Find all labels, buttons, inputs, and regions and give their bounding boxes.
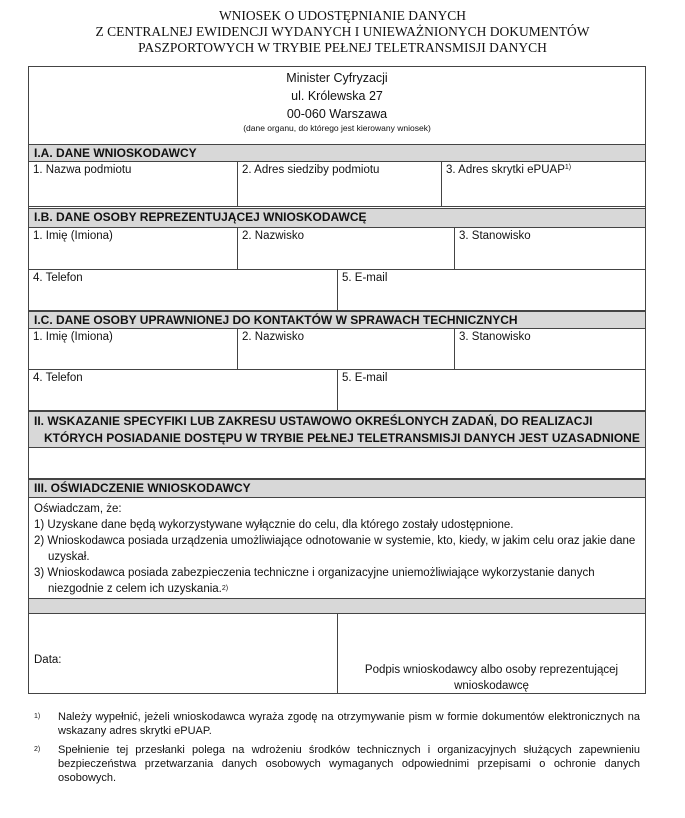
declaration-item-2: 2) Wnioskodawca posiada urządzenia umożliwiające odnotowanie w systemie, kto, kiedy, w jakim celu oraz jakie dane uzyskał. (34, 535, 636, 563)
field-ic-firstname-label: 1. Imię (Imiona) (33, 331, 113, 343)
field-ib-surname[interactable] (238, 228, 455, 270)
field-ii-tasks[interactable] (29, 448, 645, 479)
date-label: Data: (34, 654, 62, 666)
field-ic-position-label: 3. Stanowisko (459, 331, 531, 343)
authority-note: (dane organu, do którego jest kierowany wniosek) (243, 123, 431, 133)
field-ic-firstname[interactable] (29, 329, 238, 370)
field-ia-epuap-label: 3. Adres skrytki ePUAP (446, 164, 565, 176)
declaration-item-1: 1) Uzyskane dane będą wykorzystywane wyłącznie do celu, dla którego zostały udostępnione. (34, 519, 514, 531)
field-ib-phone[interactable] (29, 270, 338, 311)
field-ic-position[interactable] (455, 329, 645, 370)
footnote-1-text: Należy wypełnić, jeżeli wnioskodawca wyraża zgodę na otrzymywanie pism w formie dokumentów elektronicznych na wskazany adres skrytki ePUAP. (58, 711, 640, 737)
field-ib-firstname[interactable] (29, 228, 238, 270)
separator-bar (29, 598, 645, 614)
section-ii-heading-line1: II. WSKAZANIE SPECYFIKI LUB ZAKRESU USTAWOWO OKREŚLONYCH ZADAŃ, DO REALIZACJI (34, 414, 593, 428)
field-ic-surname[interactable] (238, 329, 455, 370)
footnote-ref-1: 1) (564, 164, 572, 171)
declaration-item-3 (34, 565, 648, 597)
field-ia-name-label: 1. Nazwa podmiotu (33, 164, 132, 176)
footnote-2 (34, 743, 640, 785)
signature-label: Podpis wnioskodawcy albo osoby reprezentującej wnioskodawcę (364, 664, 619, 692)
form-title-line3: PASZPORTOWYCH W TRYBIE PEŁNEJ TELETRANSMISJI DANYCH (138, 40, 547, 55)
declaration-item-3-text: 3) Wnioskodawca posiada zabezpieczenia techniczne i organizacyjne uniemożliwiające wykorzystanie danych niezgodnie z celem ich uzyskania. (34, 567, 595, 595)
footnote-ref-2: 2) (221, 585, 229, 592)
form-frame (28, 66, 646, 694)
section-ii-heading (29, 411, 645, 448)
form-title (0, 8, 685, 56)
field-ib-phone-label: 4. Telefon (33, 272, 83, 284)
footnote-2-text: Spełnienie tej przesłanki polega na wdrożeniu środków technicznych i organizacyjnych służących zapewnieniu bezpieczeństwa przetwarzania danych osobowych wymaganych odpowiednimi przepisami o ochronie danych osobowych. (58, 744, 640, 784)
section-ia-heading: I.A. DANE WNIOSKODAWCY (29, 144, 645, 162)
field-date[interactable] (29, 614, 338, 693)
section-ic-heading: I.C. DANE OSOBY UPRAWNIONEJ DO KONTAKTÓW W SPRAWACH TECHNICZNYCH (29, 311, 645, 329)
declaration-intro: Oświadczam, że: (34, 503, 122, 515)
field-ic-email-label: 5. E-mail (342, 372, 388, 384)
authority-city: 00-060 Warszawa (286, 107, 388, 121)
field-ib-firstname-label: 1. Imię (Imiona) (33, 230, 113, 242)
section-ib-heading: I.B. DANE OSOBY REPREZENTUJĄCEJ WNIOSKODAWCĘ (29, 208, 645, 228)
authority-street: ul. Królewska 27 (291, 89, 383, 103)
field-ia-name[interactable] (29, 162, 238, 207)
field-ib-email-label: 5. E-mail (342, 272, 388, 284)
field-ib-email[interactable] (338, 270, 645, 311)
form-title-line1: WNIOSEK O UDOSTĘPNIANIE DANYCH (218, 8, 467, 23)
section-iii-heading: III. OŚWIADCZENIE WNIOSKODAWCY (29, 479, 645, 498)
authority-box (29, 67, 645, 145)
form-title-line2: Z CENTRALNEJ EWIDENCJI WYDANYCH I UNIEWAŻNIONYCH DOKUMENTÓW (95, 24, 590, 39)
footnote-2-number: 2) (34, 746, 41, 753)
field-ic-surname-label: 2. Nazwisko (242, 331, 304, 343)
field-ib-surname-label: 2. Nazwisko (242, 230, 304, 242)
declaration-text (29, 499, 645, 599)
authority-name: Minister Cyfryzacji (286, 71, 388, 85)
footnote-1 (34, 710, 640, 738)
field-signature[interactable] (338, 614, 645, 693)
field-ia-address-label: 2. Adres siedziby podmiotu (242, 164, 380, 176)
field-ia-epuap[interactable] (442, 162, 645, 207)
field-ib-position-label: 3. Stanowisko (459, 230, 531, 242)
footnote-1-number: 1) (34, 713, 41, 720)
field-ib-position[interactable] (455, 228, 645, 270)
field-ic-email[interactable] (338, 370, 645, 411)
field-ia-address[interactable] (238, 162, 442, 207)
field-ic-phone-label: 4. Telefon (33, 372, 83, 384)
section-ii-heading-line2: KTÓRYCH POSIADANIE DOSTĘPU W TRYBIE PEŁNEJ TELETRANSMISJI DANYCH JEST UZASADNIONE (44, 431, 640, 445)
field-ic-phone[interactable] (29, 370, 338, 411)
